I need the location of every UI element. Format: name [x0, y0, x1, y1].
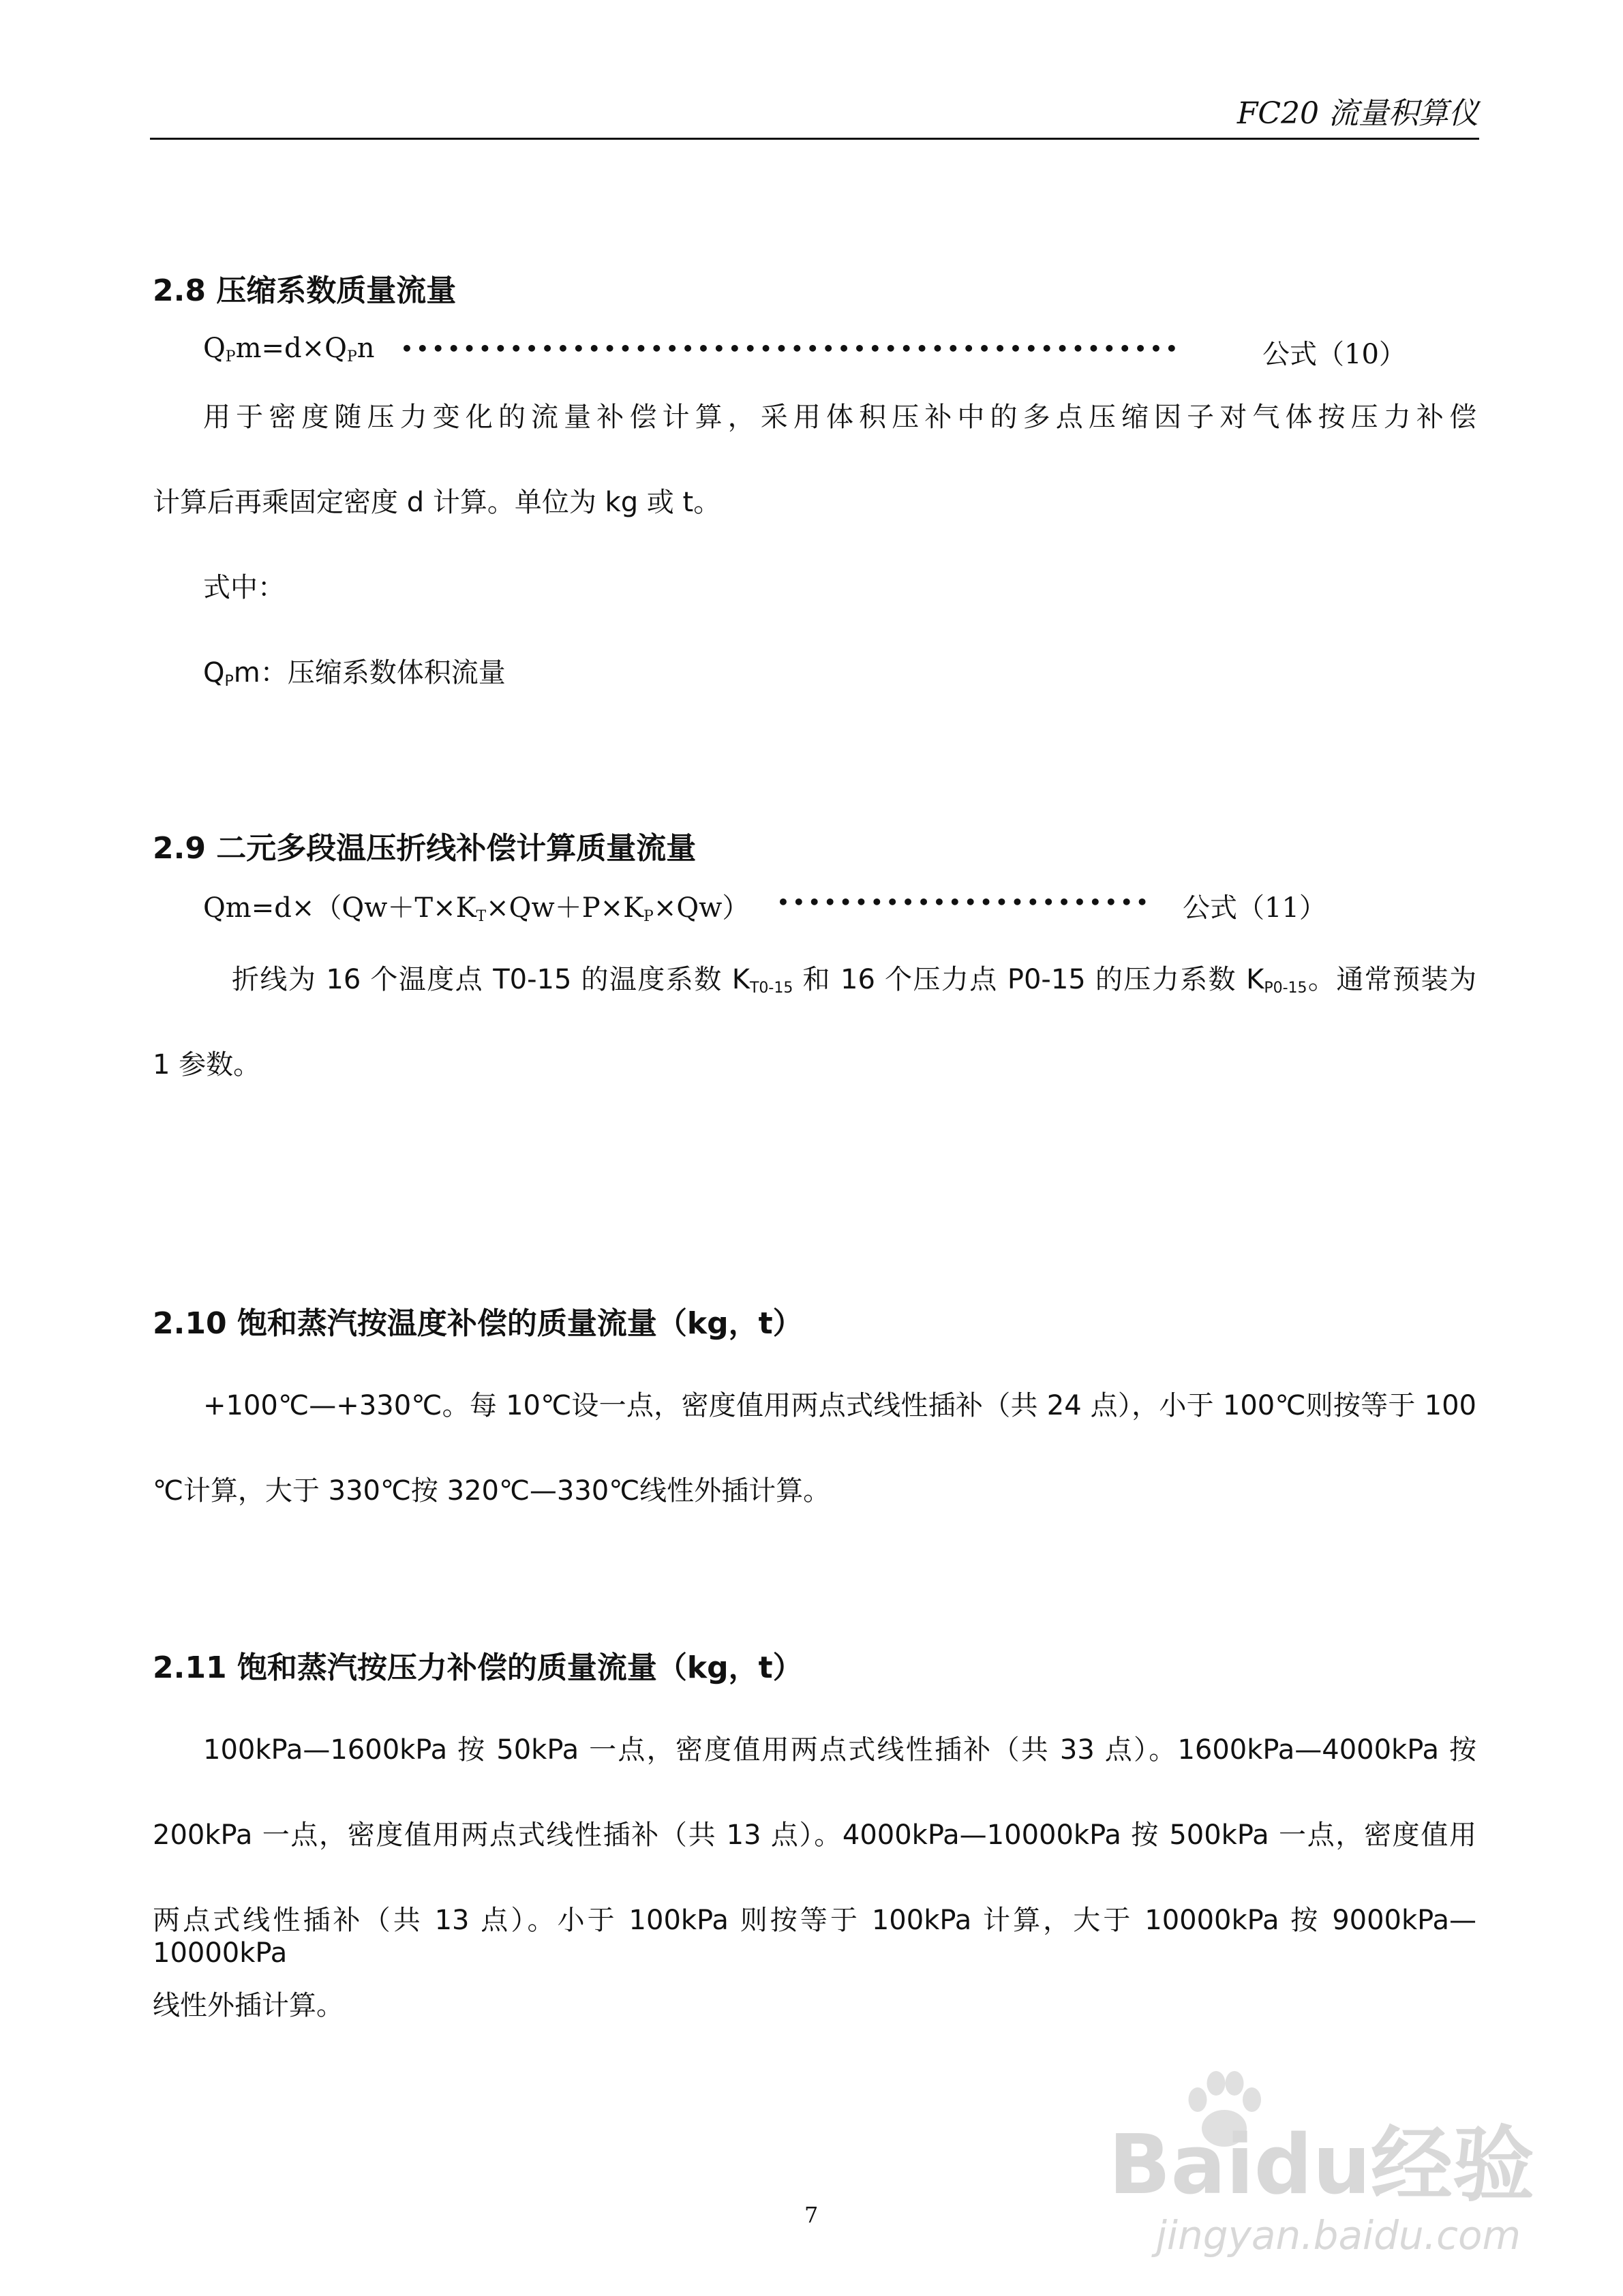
sec210-para-line2: ℃计算，大于 330℃按 320℃—330℃线性外插计算。	[153, 1475, 831, 1507]
section-2-10-heading: 2.10 饱和蒸汽按温度补偿的质量流量（kg，t）	[153, 1306, 803, 1341]
sec210-para-line1: +100℃—+330℃。每 10℃设一点，密度值用两点式线性插补（共 24 点），小于 100℃则按等于 100	[203, 1390, 1476, 1421]
where-label: 式中：	[203, 572, 285, 603]
sec211-para-line1: 100kPa—1600kPa 按 50kPa 一点，密度值用两点式线性插补（共 33 点）。1600kPa—4000kPa 按	[203, 1734, 1476, 1766]
sec211-para-line2: 200kPa 一点，密度值用两点式线性插补（共 13 点）。4000kPa—10000kPa 按 500kPa 一点，密度值用	[153, 1819, 1476, 1851]
sec29-para-line1: 折线为 16 个温度点 T0-15 的温度系数 $K_{T0-15}$ 和 16 个压力点 P0-15 的压力系数 $K_{P0-15}$。通常预装为	[232, 964, 1477, 997]
header-title: FC20 流量积算仪	[1237, 96, 1478, 131]
sec29-para-line2: 1 参数。	[153, 1049, 261, 1081]
section-2-9-heading: 2.9 二元多段温压折线补偿计算质量流量	[153, 831, 697, 866]
sec211-para-line4: 线性外插计算。	[153, 1990, 344, 2021]
section-2-8-heading: 2.8 压缩系数质量流量	[153, 273, 457, 308]
sec211-para-line3: 两点式线性插补（共 13 点）。小于 100kPa 则按等于 100kPa 计算，大于 10000kPa 按 9000kPa—10000kPa	[153, 1905, 1476, 1969]
watermark-logo: Baidu经验	[1108, 2118, 1534, 2213]
sec28-para-line1: 用于密度随压力变化的流量补偿计算，采用体积压补中的多点压缩因子对气体按压力补偿	[203, 402, 1476, 433]
qpm-definition: $Q_Pm$：压缩系数体积流量	[203, 657, 506, 690]
header-rule	[150, 138, 1479, 140]
watermark-url: jingyan.baidu.com	[1155, 2212, 1521, 2259]
dot-leader: ••••••••••••••••••••••••••••••••••••••••••••••••••	[401, 337, 1181, 360]
formula-10: $Q_Pm=d\times Q_Pn$	[203, 333, 375, 365]
sec28-para-line2: 计算后再乘固定密度 d 计算。单位为 kg 或 t。	[153, 487, 721, 518]
page-number: 7	[804, 2202, 819, 2228]
section-2-11-heading: 2.11 饱和蒸汽按压力补偿的质量流量（kg，t）	[153, 1650, 803, 1685]
dot-leader: ••••••••••••••••••••••••	[777, 891, 1152, 913]
formula-10-tag: 公式（10）	[1262, 339, 1406, 370]
formula-11: $Qm=d\times(Qw+T\times K_T\times Qw+P\times K_P\times Qw)$	[203, 892, 750, 925]
formula-11-tag: 公式（11）	[1183, 892, 1326, 924]
